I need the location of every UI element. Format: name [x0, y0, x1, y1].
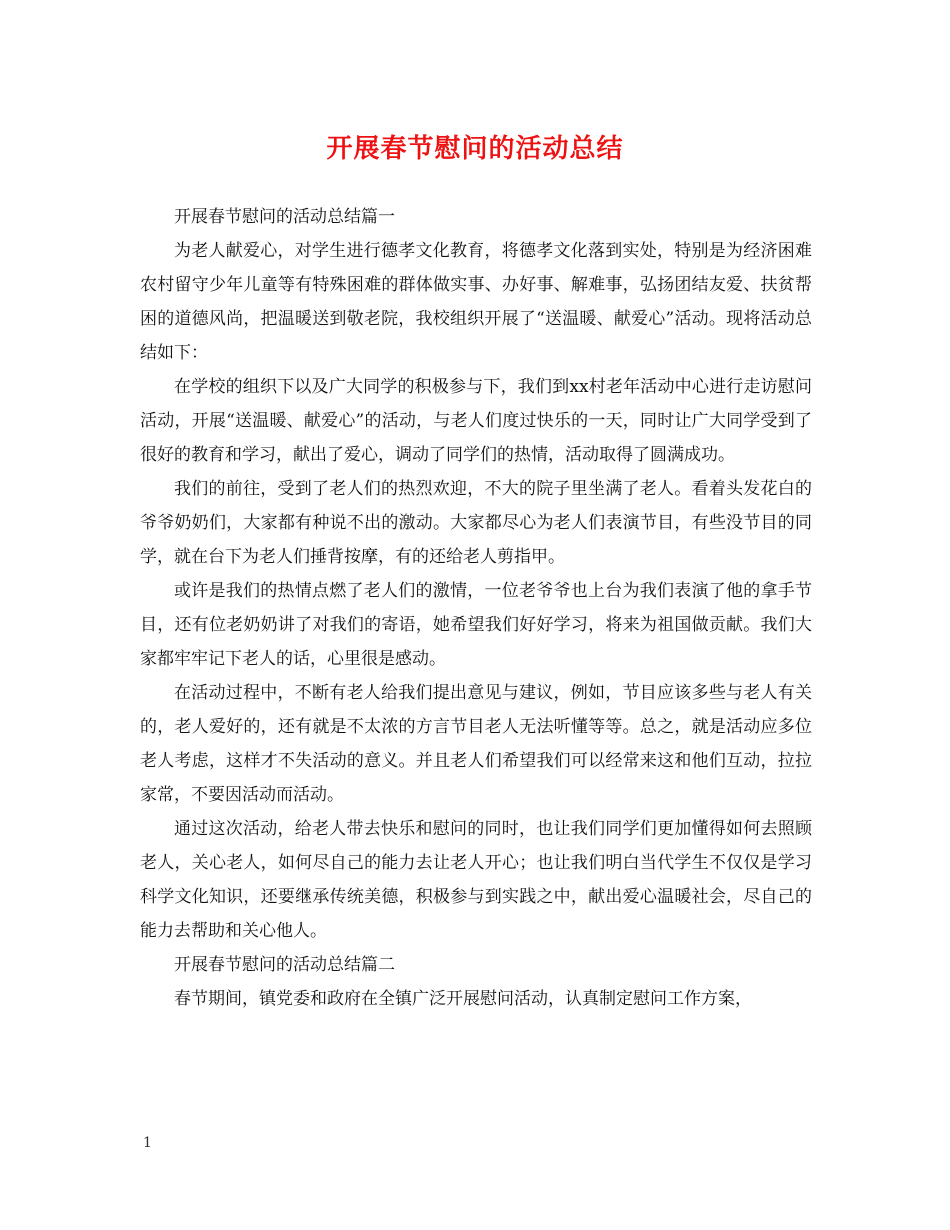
- document-title: 开展春节慰问的活动总结: [326, 134, 624, 164]
- paragraph: 我们的前往，受到了老人们的热烈欢迎，不大的院子里坐满了老人。看着头发花白的爷爷奶奶们，大家都有种说不出的激动。大家都尽心为老人们表演节目，有些没节目的同学，就在台下为老人们捶背按摩，有的还给老人剪指甲。: [140, 479, 812, 567]
- paragraph: 为老人献爱心，对学生进行德孝文化教育，将德孝文化落到实处，特别是为经济困难农村留守少年儿童等有特殊困难的群体做实事、办好事、解难事，弘扬团结友爱、扶贫帮困的道德风尚，把温暖送到敬老院，我校组织开展了“送温暖、献爱心”活动。现将活动总结如下：: [140, 241, 812, 363]
- paragraph: 在活动过程中，不断有老人给我们提出意见与建议，例如，节目应该多些与老人有关的，老人爱好的，还有就是不太浓的方言节目老人无法听懂等等。总之，就是活动应多位老人考虑，这样才不失活动的意义。并且老人们希望我们可以经常来这和他们互动，拉拉家常，不要因活动而活动。: [140, 683, 812, 805]
- document-body: [140, 200, 812, 1016]
- paragraph: 或许是我们的热情点燃了老人们的激情，一位老爷爷也上台为我们表演了他的拿手节目，还有位老奶奶讲了对我们的寄语，她希望我们好好学习，将来为祖国做贡献。我们大家都牢牢记下老人的话，心里很是感动。: [140, 581, 812, 669]
- paragraph: 通过这次活动，给老人带去快乐和慰问的同时，也让我们同学们更加懂得如何去照顾老人，关心老人，如何尽自己的能力去让老人开心；也让我们明白当代学生不仅仅是学习科学文化知识，还要继承传统美德，积极参与到实践之中，献出爱心温暖社会，尽自己的能力去帮助和关心他人。: [140, 819, 812, 941]
- section-heading-1: 开展春节慰问的活动总结篇一: [174, 207, 395, 227]
- page-number: 1: [143, 1135, 152, 1151]
- paragraph: 在学校的组织下以及广大同学的积极参与下，我们到xx村老年活动中心进行走访慰问活动，开展“送温暖、献爱心”的活动，与老人们度过快乐的一天，同时让广大同学受到了很好的教育和学习，献出了爱心，调动了同学们的热情，活动取得了圆满成功。: [140, 377, 812, 465]
- paragraph: 春节期间，镇党委和政府在全镇广泛开展慰问活动，认真制定慰问工作方案，: [174, 989, 752, 1009]
- section-heading-2: 开展春节慰问的活动总结篇二: [174, 955, 395, 975]
